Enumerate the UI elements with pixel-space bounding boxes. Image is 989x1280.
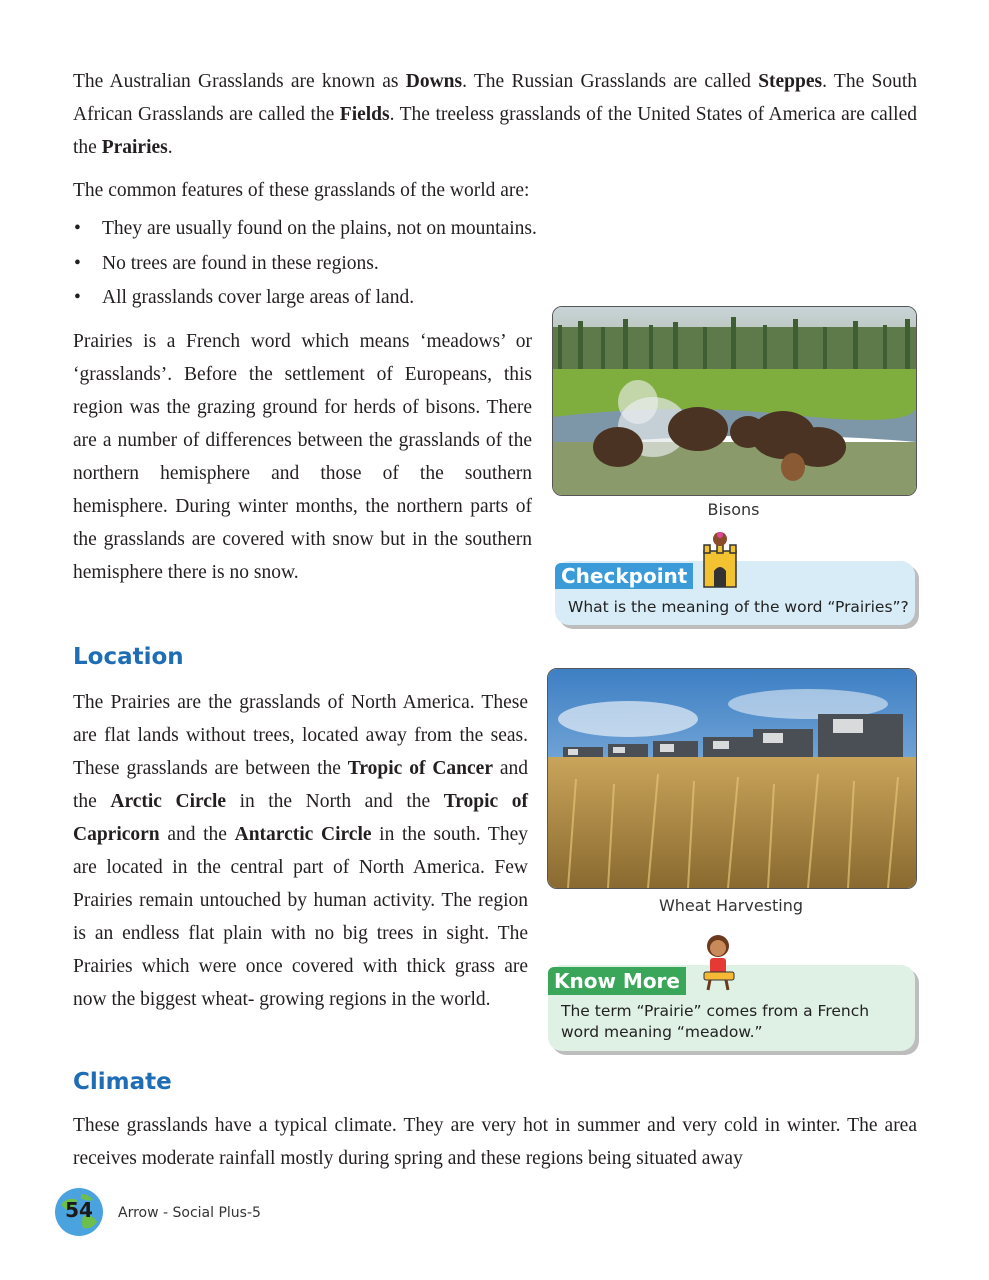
intro-text: .	[167, 137, 173, 158]
list-item: • No trees are found in these regions.	[73, 247, 537, 282]
page-number: 54	[65, 1198, 93, 1222]
term-tropic-cancer: Tropic of Cancer	[347, 758, 493, 779]
location-text: and the	[73, 758, 529, 812]
term-tropic-capricorn: Tropic of Capricorn	[73, 791, 528, 845]
book-title: Arrow - Social Plus-5	[118, 1205, 261, 1221]
bisons-image	[553, 307, 916, 495]
wheat-photo	[547, 668, 917, 889]
term-antarctic-circle: Antarctic Circle	[234, 824, 372, 845]
bisons-photo	[552, 306, 917, 496]
wheat-caption: Wheat Harvesting	[658, 896, 804, 915]
intro-text: . The treeless grasslands of the United States of America are called the	[73, 104, 917, 158]
wheat-image	[548, 669, 916, 888]
features-lead: The common features of these grasslands of the world are:	[73, 180, 530, 201]
term-arctic-circle: Arctic Circle	[110, 791, 227, 812]
term-downs: Downs	[405, 71, 463, 92]
prairies-paragraph: Prairies is a French word which means ‘meadows’ or ‘grasslands’. Before the settlement of Europeans, this region was the grazing ground for herds of bisons. There are a number of differences between the grasslands of the northern hemisphere and those of the southern hemisphere. During winter months, the northern parts of the grasslands are covered with snow but in the southern hemisphere there is no snow.	[73, 331, 532, 583]
location-text: and the	[159, 824, 235, 845]
know-more-title: Know More	[548, 967, 686, 995]
term-prairies: Prairies	[101, 137, 168, 158]
intro-text: . The Russian Grasslands are called	[462, 71, 759, 92]
location-heading: Location	[73, 644, 184, 670]
know-more-text: The term “Prairie” comes from a French word meaning “meadow.”	[561, 1002, 870, 1041]
climate-heading: Climate	[73, 1069, 172, 1095]
intro-paragraph	[73, 65, 917, 164]
location-text: The Prairies are the grasslands of North America. These are flat lands without trees, located away from the seas. These grasslands are between the	[73, 692, 528, 779]
term-steppes: Steppes	[758, 71, 823, 92]
checkpoint-question: What is the meaning of the word “Prairies”?	[568, 598, 909, 616]
list-item: • All grasslands cover large areas of land.	[73, 281, 537, 316]
checkpoint-title: Checkpoint	[555, 563, 693, 589]
location-text: in the North and the	[226, 791, 444, 812]
intro-text: The Australian Grasslands are known as	[73, 71, 406, 92]
location-paragraph	[73, 686, 528, 1016]
term-fields: Fields	[339, 104, 390, 125]
intro-text: . The South African Grasslands are called the	[73, 71, 917, 125]
bisons-caption: Bisons	[707, 500, 760, 519]
list-item: • They are usually found on the plains, not on mountains.	[73, 212, 537, 247]
location-text: in the south. They are located in the central part of North America. Few Prairies remain untouched by human activity. The region is an endless flat plain with no big trees in sight. The Prairies which were once covered with thick grass are now the biggest wheat- growing regions in the world.	[73, 824, 528, 1010]
features-list	[73, 212, 537, 316]
child-reading-icon	[696, 932, 740, 992]
castle-icon	[700, 531, 740, 589]
climate-paragraph: These grasslands have a typical climate. They are very hot in summer and very cold in winter. The area receives moderate rainfall mostly during spring and these regions being situated away	[73, 1115, 917, 1169]
